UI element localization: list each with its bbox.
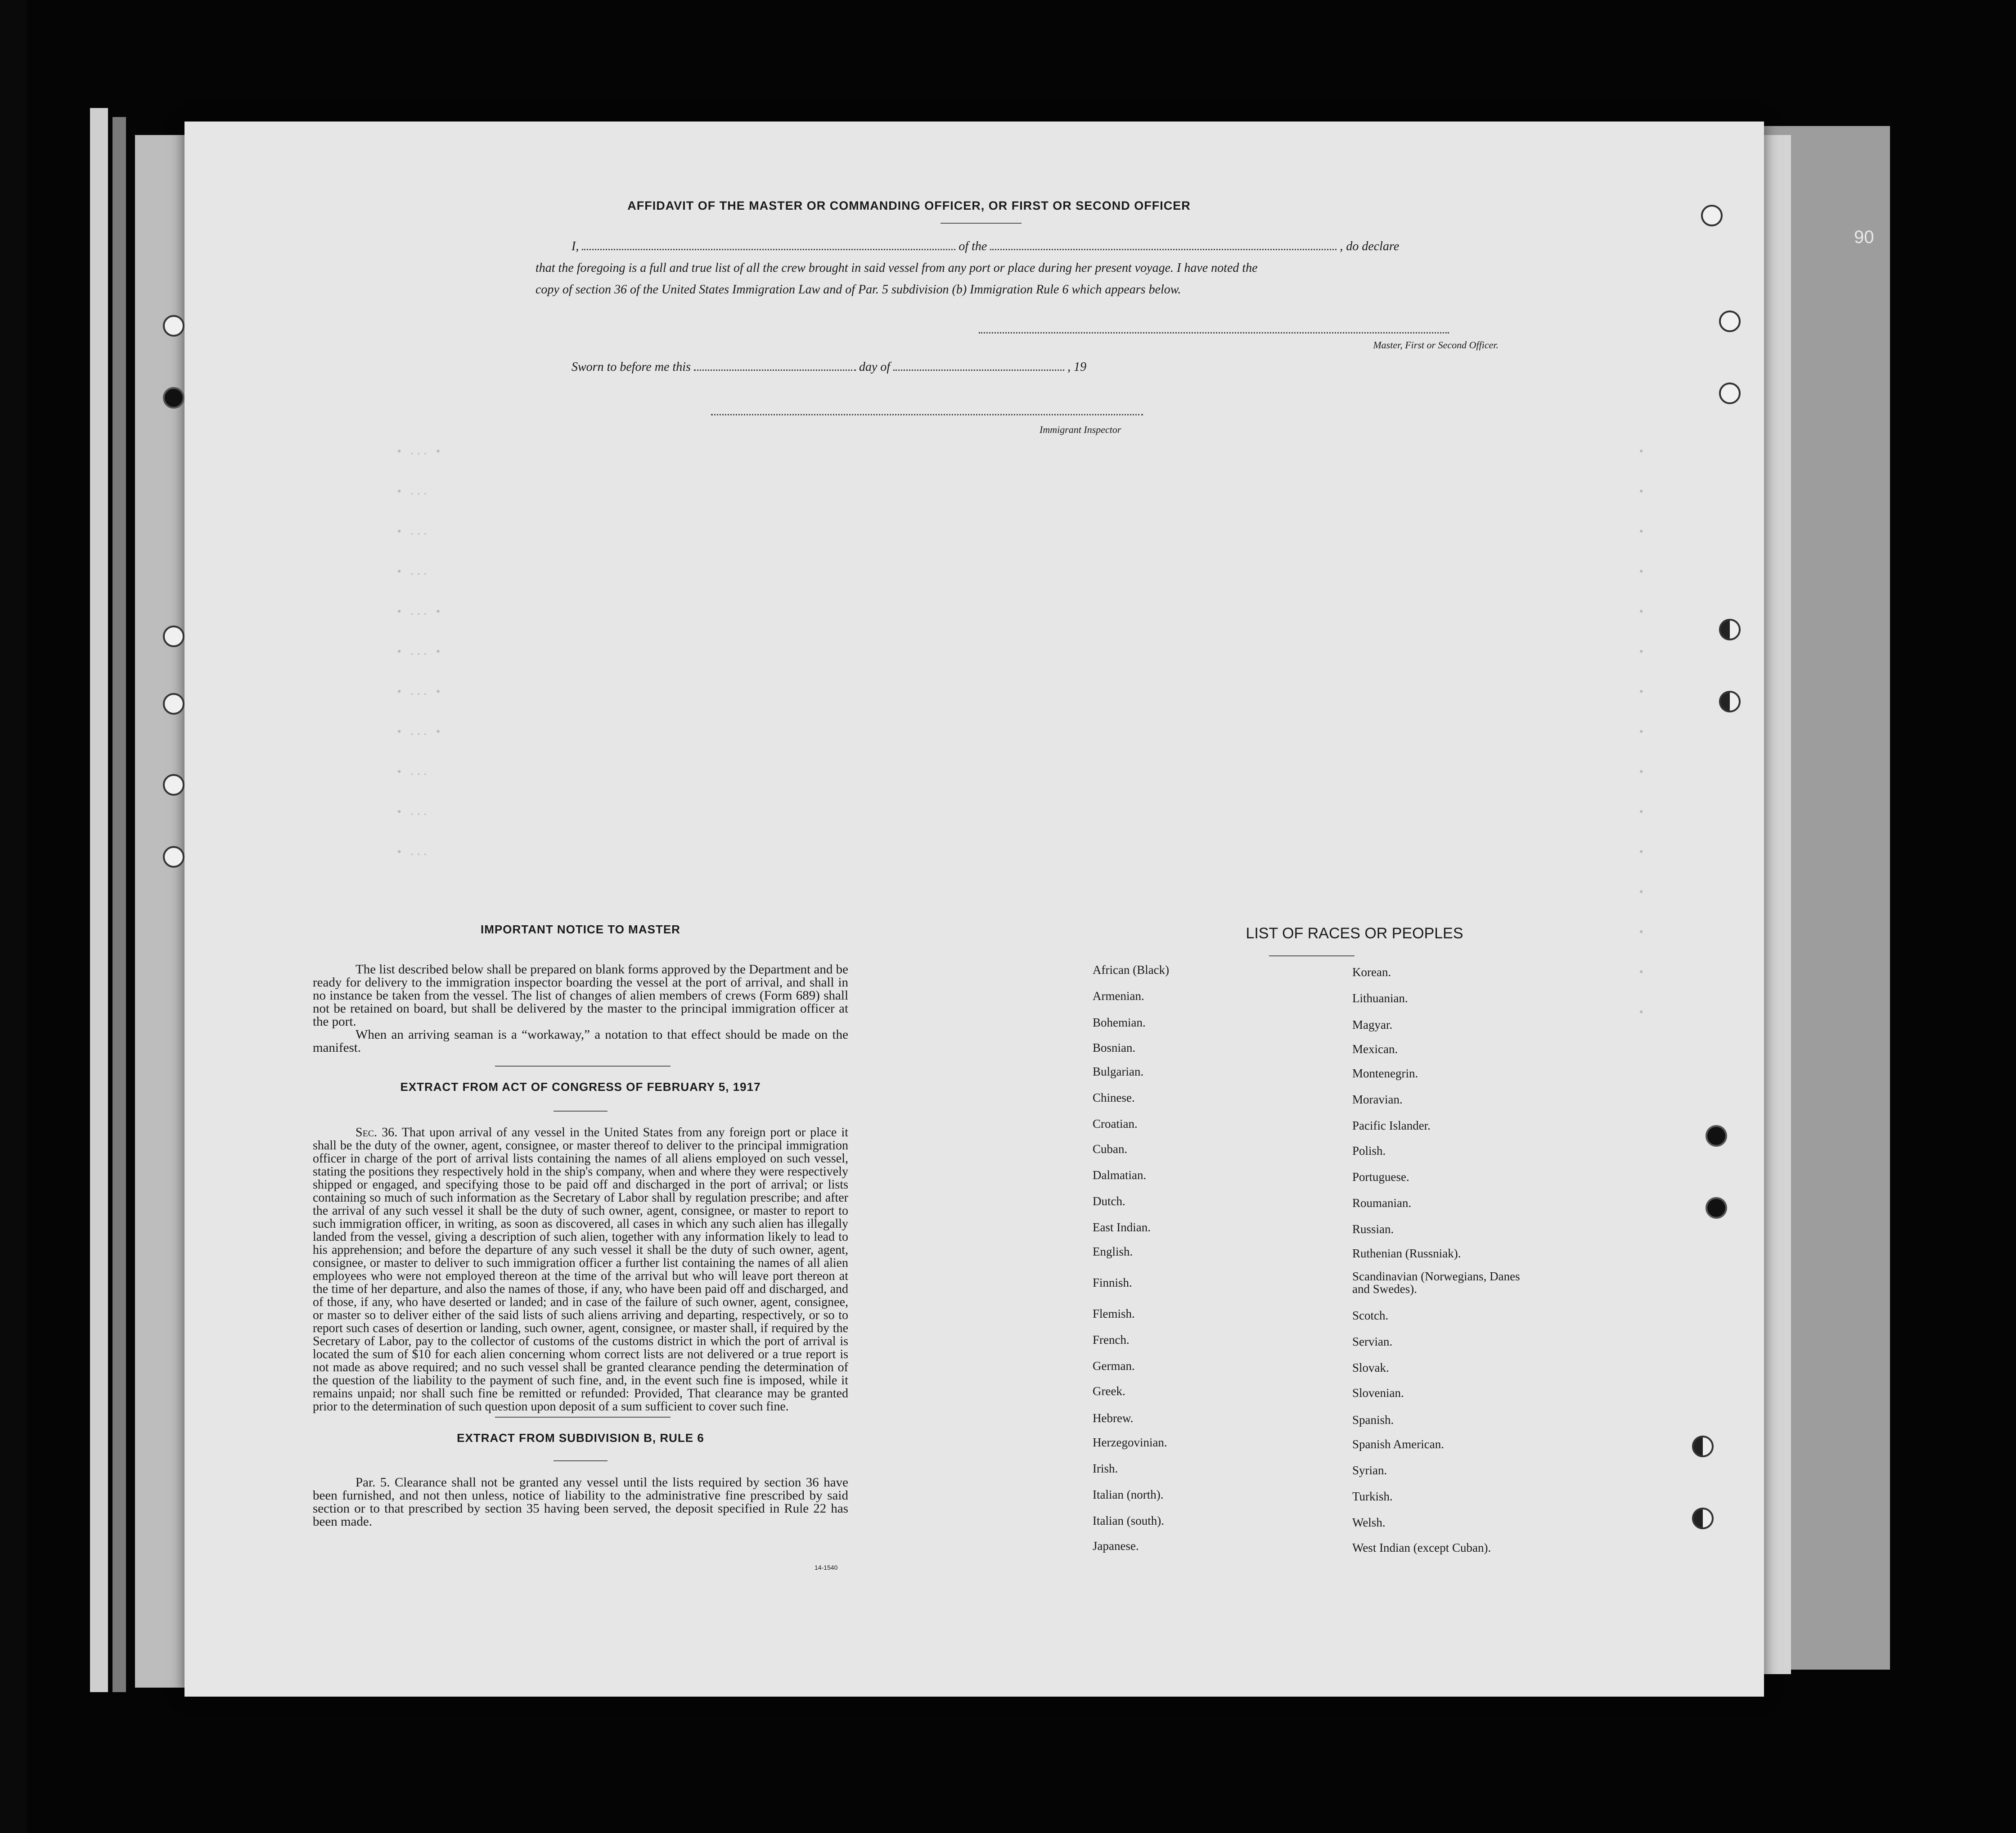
day-of-label: day of	[859, 360, 891, 374]
race-item: Bosnian.	[1093, 1041, 1136, 1054]
notice-divider	[495, 1066, 670, 1067]
race-item: Russian.	[1352, 1222, 1394, 1236]
race-item: Irish.	[1093, 1462, 1118, 1475]
race-item: Moravian.	[1352, 1093, 1403, 1106]
race-item: Magyar.	[1352, 1018, 1393, 1031]
race-item: Italian (south).	[1093, 1514, 1164, 1527]
punch-hole	[163, 626, 184, 647]
act-section-36	[313, 1126, 848, 1413]
act-section-label: Sec. 36.	[356, 1126, 398, 1139]
master-signature-label: Master, First or Second Officer.	[1373, 339, 1498, 351]
sworn-month-field[interactable]	[893, 369, 1064, 371]
of-the-label: of the	[958, 239, 987, 253]
race-item: West Indian (except Cuban).	[1352, 1541, 1491, 1554]
do-declare-label: , do declare	[1340, 239, 1400, 253]
race-item: Hebrew.	[1093, 1411, 1134, 1425]
bleed-through-column-2: • • • • • • • • • • • • • • •	[1638, 446, 1645, 1019]
punch-hole	[1706, 1197, 1727, 1219]
inspector-label: Immigrant Inspector	[1040, 424, 1121, 435]
page-number: 90	[1854, 227, 1874, 247]
race-item: Scotch.	[1352, 1309, 1389, 1322]
punch-hole	[1706, 1125, 1727, 1147]
race-item: Ruthenian (Russniak).	[1352, 1247, 1461, 1260]
race-item: Dutch.	[1093, 1194, 1125, 1208]
underlying-page-strip	[90, 108, 108, 1692]
film-border-left	[0, 0, 27, 1833]
race-item: Greek.	[1093, 1384, 1125, 1398]
inspector-signature-line[interactable]	[711, 414, 1143, 415]
notice-title: IMPORTANT NOTICE TO MASTER	[481, 923, 680, 936]
manifest-page	[184, 122, 1764, 1697]
races-title: LIST OF RACES OR PEOPLES	[1246, 925, 1463, 942]
race-item: Finnish.	[1093, 1276, 1132, 1289]
i-label: I,	[572, 239, 579, 253]
act-title: EXTRACT FROM ACT OF CONGRESS OF FEBRUARY 5, 1917	[400, 1080, 761, 1094]
notice-paragraph-2: When an arriving seaman is a “workaway,” a notation to that effect should be made on the manifest.	[313, 1027, 848, 1055]
race-item: Servian.	[1352, 1335, 1393, 1348]
race-item: Slovak.	[1352, 1361, 1389, 1374]
race-item: Italian (north).	[1093, 1488, 1164, 1501]
punch-hole	[1719, 311, 1741, 332]
punch-hole	[1701, 205, 1723, 226]
form-code: 14-1540	[814, 1564, 838, 1571]
act-title-rule	[554, 1111, 608, 1112]
race-item: Japanese.	[1093, 1539, 1139, 1553]
race-item: Syrian.	[1352, 1464, 1387, 1477]
affidavit-line-1	[572, 239, 1598, 254]
vessel-field[interactable]	[990, 249, 1336, 250]
race-item: French.	[1093, 1333, 1130, 1347]
bleed-through-column: • ... • • ... • ... • ... • ... • • ... • • ... • • ... • • ... • ... • ...	[396, 446, 441, 859]
race-item: Cuban.	[1093, 1142, 1128, 1156]
race-item: Portuguese.	[1352, 1170, 1409, 1184]
race-item: African (Black)	[1093, 963, 1170, 977]
notice-paragraph-1: The list described below shall be prepared on blank forms approved by the Department and be ready for delivery to the immigration inspector boarding the vessel at the port of arrival, and shall in no instance be taken from the vessel. The list of changes of alien members of crews (Form 689) shall not be retained on board, but shall be delivered by the master to the principal immigration officer at the port.	[313, 962, 848, 1029]
affidavit-title-rule	[940, 223, 1022, 224]
race-item: Lithuanian.	[1352, 991, 1408, 1005]
races-title-rule	[1269, 955, 1354, 956]
race-item: Montenegrin.	[1352, 1067, 1418, 1080]
affidavit-line-3: copy of section 36 of the United States Immigration Law and of Par. 5 subdivision (b) Immigration Rule 6 which appears below.	[536, 283, 1181, 297]
underlying-page-right-strip	[1764, 135, 1791, 1674]
punch-hole	[1719, 383, 1741, 404]
punch-hole	[1692, 1508, 1714, 1529]
race-item: Armenian.	[1093, 989, 1144, 1003]
master-signature-line[interactable]	[979, 332, 1449, 333]
sworn-day-field[interactable]	[694, 369, 856, 371]
punch-hole	[163, 693, 184, 715]
punch-hole	[163, 387, 184, 409]
act-divider	[495, 1417, 670, 1418]
race-item: Korean.	[1352, 965, 1391, 979]
race-item: Spanish.	[1352, 1413, 1394, 1427]
name-field[interactable]	[582, 249, 955, 250]
race-item: Spanish American.	[1352, 1437, 1444, 1451]
sworn-line	[572, 360, 1086, 374]
race-item: Croatian.	[1093, 1117, 1138, 1130]
race-item: Polish.	[1352, 1144, 1386, 1157]
race-item: Welsh.	[1352, 1516, 1386, 1529]
year-label: , 19	[1067, 360, 1087, 374]
race-item: Pacific Islander.	[1352, 1119, 1431, 1132]
affidavit-line-2: that the foregoing is a full and true list of all the crew brought in said vessel from any port or place during her present voyage. I have noted the	[536, 261, 1258, 275]
race-item: German.	[1093, 1359, 1135, 1373]
race-item: Mexican.	[1352, 1042, 1398, 1056]
race-item: Roumanian.	[1352, 1196, 1412, 1210]
race-item: East Indian.	[1093, 1220, 1151, 1234]
race-item: Herzegovinian.	[1093, 1436, 1167, 1449]
race-item: Slovenian.	[1352, 1386, 1404, 1400]
punch-hole	[163, 774, 184, 796]
race-item: English.	[1093, 1245, 1133, 1258]
race-item: Turkish.	[1352, 1490, 1393, 1503]
act-section-text: That upon arrival of any vessel in the United States from any foreign port or place it shall be the duty of the owner, agent, consignee, or master thereof to deliver to the principal immigration officer in charge of the port of arrival lists containing the names of all aliens employed on such vessel, stating the positions they respectively hold in the ship's company, when and where they were respectively shipped or engaged, and specifying those to be paid off and discharged in the port of arrival; or lists containing so much of such information as the Secretary of Labor shall by regulation prescribe; and after the arrival of any such vessel it shall be the duty of such owner, agent, consignee, or master to report to such immigration officer, in writing, as soon as discovered, all cases in which any such alien has illegally landed from the vessel, giving a description of such alien, together with any information likely to lead to his apprehension; and before the departure of any such vessel it shall be the duty of such owner, agent, consignee, or master to deliver to such immigration officer a further list containing the names of all alien employees who were not employed thereon at the time of the arrival but who will leave port thereon at the time of her departure, and also the names of those, if any, who have been paid off and discharged, and of those, if any, who have deserted or landed; and in case of the failure of such owner, agent, consignee, or master so to deliver either of the said lists of such aliens arriving and departing, respectively, or so to report such cases of desertion or landing, such owner, agent, consignee, or master shall, if required by the Secretary of Labor, pay to the collector of customs of the customs district in which the port of arrival is located the sum of $10 for each alien concerning whom correct lists are not delivered or a true report is not made as above required; and no such vessel shall be granted clearance pending the determination of the question of the liability to the payment of such fine, and, in the event such fine is imposed, while it remains unpaid; nor shall such fine be remitted or refunded: Provided, That clearance may be granted prior to the determination of such question upon deposit of a sum sufficient to cover such fine.	[313, 1126, 848, 1414]
race-item: Scandinavian (Norwegians, Danes and Swedes).	[1352, 1270, 1520, 1296]
punch-hole	[163, 315, 184, 337]
punch-hole	[1692, 1436, 1714, 1457]
race-item: Bulgarian.	[1093, 1065, 1144, 1078]
affidavit-title: AFFIDAVIT OF THE MASTER OR COMMANDING OFFICER, OR FIRST OR SECOND OFFICER	[627, 199, 1191, 212]
race-item: Bohemian.	[1093, 1016, 1146, 1029]
race-item: Chinese.	[1093, 1091, 1135, 1104]
rule-paragraph: Par. 5. Clearance shall not be granted any vessel until the lists required by section 36 have been furnished, and not then unless, notice of liability to the administrative fine prescribed by said section or to that prescribed by section 35 having been served, the deposit specified in Rule 22 has been made.	[313, 1475, 848, 1529]
rule-title-rule	[554, 1460, 608, 1461]
race-item: Flemish.	[1093, 1307, 1135, 1320]
punch-hole	[1719, 691, 1741, 712]
sworn-label: Sworn to before me this	[572, 360, 691, 374]
underlying-page-strip-2	[112, 117, 126, 1692]
rule-title: EXTRACT FROM SUBDIVISION B, RULE 6	[457, 1431, 704, 1445]
punch-hole	[163, 846, 184, 868]
punch-hole	[1719, 619, 1741, 640]
race-item: Dalmatian.	[1093, 1168, 1147, 1182]
